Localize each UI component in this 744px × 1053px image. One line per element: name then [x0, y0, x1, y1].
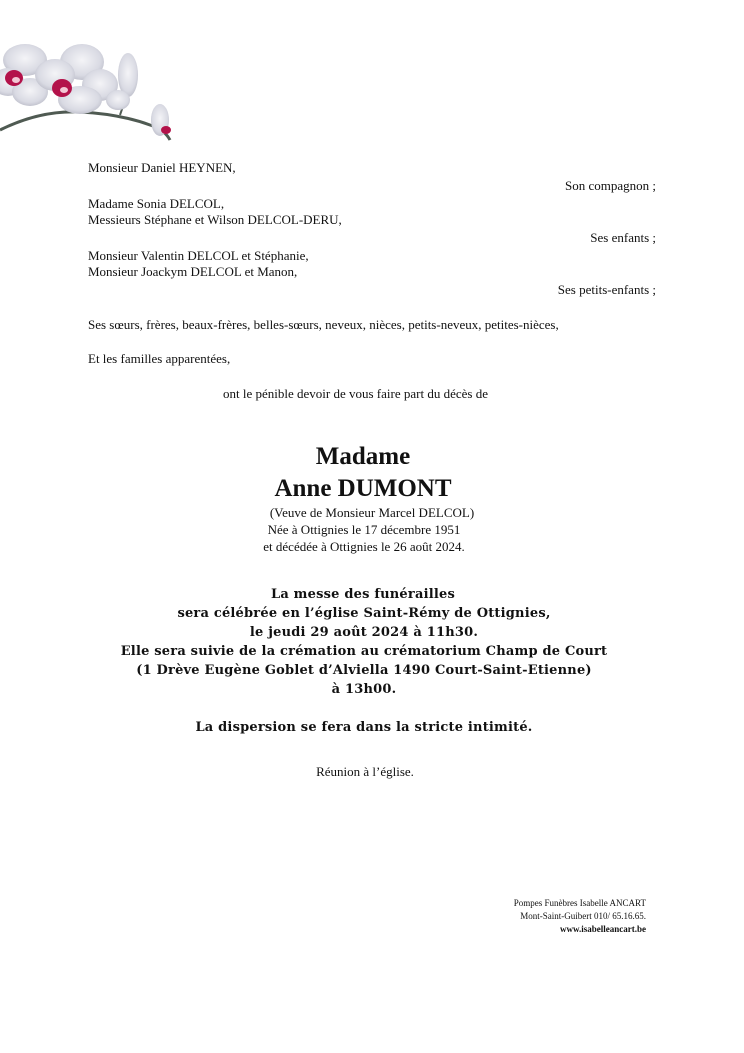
death-line: et décédée à Ottignies le 26 août 2024. [263, 539, 465, 554]
dispersion-line: La dispersion se fera dans la stricte intimité. [195, 720, 533, 735]
announcement-line: ont le pénible devoir de vous faire part du décès de [223, 386, 488, 401]
partner-role: Son compagnon ; [565, 178, 656, 193]
widow-of-line: (Veuve de Monsieur Marcel DELCOL) [269, 505, 475, 520]
funeral-home-name: Pompes Funèbres Isabelle ANCART [513, 898, 646, 908]
children-line-1: Madame Sonia DELCOL, [88, 196, 225, 211]
grandchildren-line-2: Monsieur Joackym DELCOL et Manon, [88, 264, 298, 279]
grandchildren-line-1: Monsieur Valentin DELCOL et Stéphanie, [88, 248, 309, 263]
service-line-3: le jeudi 29 août 2024 à 11h30. [249, 625, 479, 640]
children-role: Ses enfants ; [590, 230, 656, 245]
service-line-5: (1 Drève Eugène Goblet d’Alviella 1490 Court-Saint-Etienne) [136, 663, 592, 678]
reunion-line: Réunion à l’église. [316, 764, 414, 779]
funeral-home-website[interactable]: www.isabelleancart.be [560, 924, 646, 934]
deceased-name: Anne DUMONT [274, 475, 452, 502]
deceased-title: Madame [315, 443, 411, 470]
service-line-2: sera célébrée en l’église Saint-Rémy de Ottignies, [177, 606, 551, 621]
service-line-6: à 13h00. [331, 682, 397, 697]
service-line-4: Elle sera suivie de la crémation au crématorium Champ de Court [120, 644, 608, 659]
service-line-1: La messe des funérailles [270, 587, 455, 602]
birth-line: Née à Ottignies le 17 décembre 1951 [267, 522, 461, 537]
siblings-line: Ses sœurs, frères, beaux-frères, belles-sœurs, neveux, nièces, petits-neveux, petites-nièces, [88, 317, 559, 332]
partner-name: Monsieur Daniel HEYNEN, [88, 160, 236, 175]
grandchildren-role: Ses petits-enfants ; [557, 282, 656, 297]
children-line-2: Messieurs Stéphane et Wilson DELCOL-DERU, [88, 212, 342, 227]
families-line: Et les familles apparentées, [88, 351, 231, 366]
funeral-home-address: Mont-Saint-Guibert 010/ 65.16.65. [520, 911, 646, 921]
orchid-flowers-icon [0, 30, 200, 155]
